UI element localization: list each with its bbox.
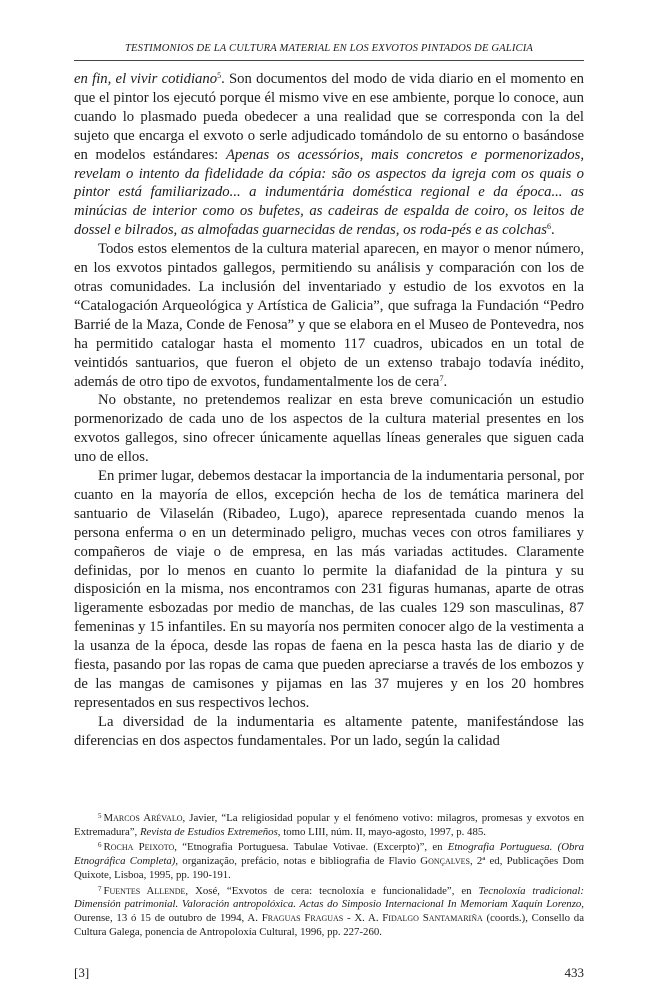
footnote-text: (coords.), Consello da Cultura Galega, ponencia de Antropoloxía Cultural, 1996, pp. 227-260.	[74, 911, 585, 938]
paragraph-2-text: Todos estos elementos de la cultura material aparecen, en mayor o menor número, en los exvotos pintados gallegos, permitiendo su análisis y comparación con los de otras comunidades. La inclusión del inventariado y estudio de los exvotos en la “Catalogación Arqueológica y Artística de Galicia”, que sufraga la Fundación “Pedro Barrié de la Maza, Conde de Fenosa” y que se elabora en el Museo de Pontevedra, nos ha permitido catalogar hasta el momento 117 cuadros, ubicados en un total de veintidós santuarios, que fueron el objeto de un extenso trabajo todavía inédito, además de otro tipo de exvotos, fundamentalmente los de cera	[74, 241, 584, 390]
body-text	[74, 70, 584, 751]
paragraph-5: La diversidad de la indumentaria es altamente patente, manifestándose las diferencias en dos aspectos fundamentales. Por un lado, según la calidad	[74, 713, 584, 749]
footnote-text: , Ourense, 13 ó 15 de outubro de 1994, A.	[74, 898, 584, 924]
volume-number: LIII	[308, 825, 326, 838]
header-rule	[74, 60, 584, 61]
page-number: 433	[564, 965, 584, 980]
paragraph-1	[74, 70, 584, 240]
work-title: Tecnoloxía tradicional: Dimensión patrimonial. Valoración antropolóxica. Actas do Simposio Internacional In Memoriam Xaquín Lorenzo	[74, 884, 584, 911]
editor-name: Gonçalves	[420, 855, 470, 868]
footnote-text: , tomo	[277, 825, 309, 838]
paragraph-1-end: .	[550, 222, 555, 239]
paragraph-3: No obstante, no pretendemos realizar en esta breve comunicación un estudio pormenorizado de cada uno de los aspectos de la cultura material presentes en los exvotos gallegos, sino ofrecer únicamente aquellas líneas generales que siguen cada uno de ellos.	[74, 392, 584, 466]
footnote-text: , mayo-agosto, 1997, p. 485.	[362, 825, 486, 838]
portuguese-quote: Apenas os acessórios, mais concretos e pormenorizados, revelam o intento da fidelidade da cópia: são os aspectos da igreja com os quais o pintor está familiarizado... a indumentária doméstica regional e da época... as minúcias de interior como os bufetes, as cadeiras de espalda de coiro, os leitos de dossel e bilrados, as almofadas guarnecidas de rendas, os roda-pés e as colchas	[74, 146, 584, 239]
footnote-text: , “Etnografia Portuguesa. Tabulae Votivae. (Excerpto)”, en	[174, 841, 448, 854]
work-title: Etnografia Portuguesa. (Obra Etnográfica Completa)	[74, 841, 584, 868]
editor-name: Fraguas Fraguas	[261, 911, 344, 924]
footnotes	[74, 810, 584, 939]
footnote-text: , 2ª ed, Publicações Dom Quixote, Lisboa, 1995, pp. 190-191.	[74, 855, 584, 881]
paragraph-1-text: . Son documentos del modo de vida diario en el momento en que el pintor los ejecutó porque él mismo vive en ese ambiente, porque lo conoce, aun cuando lo plasmado pueda obedecer a una realidad que se corresponda con la del sujeto que encarga el exvoto o serle adjudicado tomándolo de su entorno o basándose en modelos estándares:	[74, 71, 584, 163]
lead-italic: en fin, el vivir cotidiano	[74, 71, 218, 87]
paragraph-2	[74, 240, 584, 391]
footnote-number: 5	[98, 812, 102, 820]
footnote-author: Rocha Peixoto	[103, 841, 175, 854]
footnote-number: 6	[98, 841, 102, 850]
footnote-text: , Javier, “La religiosidad popular y el fenómeno votivo: milagros, promesas y exvotos en Extremadura”,	[74, 812, 584, 838]
issue-number: II	[355, 825, 363, 838]
footnote-ref-6[interactable]: 6	[546, 222, 551, 232]
footnote-ref-5[interactable]: 5	[217, 71, 222, 80]
footnote-text: , núm.	[325, 825, 356, 838]
footnote-number: 7	[98, 884, 102, 893]
footnote-ref-7[interactable]: 7	[439, 373, 444, 383]
footer-bracket-number: [3]	[74, 965, 90, 980]
running-header: TESTIMONIOS DE LA CULTURA MATERIAL EN LOS EXVOTOS PINTADOS DE GALICIA	[124, 43, 534, 54]
paragraph-4: En primer lugar, debemos destacar la importancia de la indumentaria personal, por cuanto en la mayoría de ellos, excepción hecha de los de temática marinera del santuario de Vilaselán (Ribadeo, Lugo), aparece representada cuando menos la persona enferma o en un determinado peligro, muchas veces con otros familiares y compañeros de viaje o de empresa, en las más variadas actitudes. Claramente definidas, por lo menos en cuanto lo permite la diafanidad de la pintura y su disposición en la misma, nos encontramos con 231 figuras humanas, aparte de otras ligeramente esbozadas por medio de manchas, de las cuales 129 son masculinas, 87 femeninas y 15 infantiles. En su mayoría nos permiten conocer algo de la vestimenta a la usanza de la época, desde las ropas de faena en la pesca hasta las de diario y de fiesta, pasando por las ropas de cama que pueden apreciarse a través de los embozos y de las mangas de camisones y pijamas en las 37 mujeres y en los 20 hombres representados en sus respectivos lechos.	[74, 468, 584, 711]
footnote-text: , Xosé, “Exvotos de cera: tecnoloxía e funcionalidade”, en	[185, 884, 479, 897]
footnote-5	[74, 810, 584, 839]
footnote-text: , organização, prefácio, notas e bibliografia de Flavio	[175, 855, 421, 868]
footnote-6	[74, 839, 584, 882]
journal-title: Revista de Estudios Extremeños	[139, 825, 278, 838]
paragraph-2-end: .	[443, 373, 448, 390]
footnote-author: Marcos Arévalo	[103, 812, 183, 824]
footnote-7	[74, 883, 584, 940]
footnote-author: Fuentes Allende	[103, 884, 186, 897]
editor-name: Fidalgo Santamariña	[382, 911, 483, 924]
footnote-text: - X. A.	[343, 911, 383, 924]
